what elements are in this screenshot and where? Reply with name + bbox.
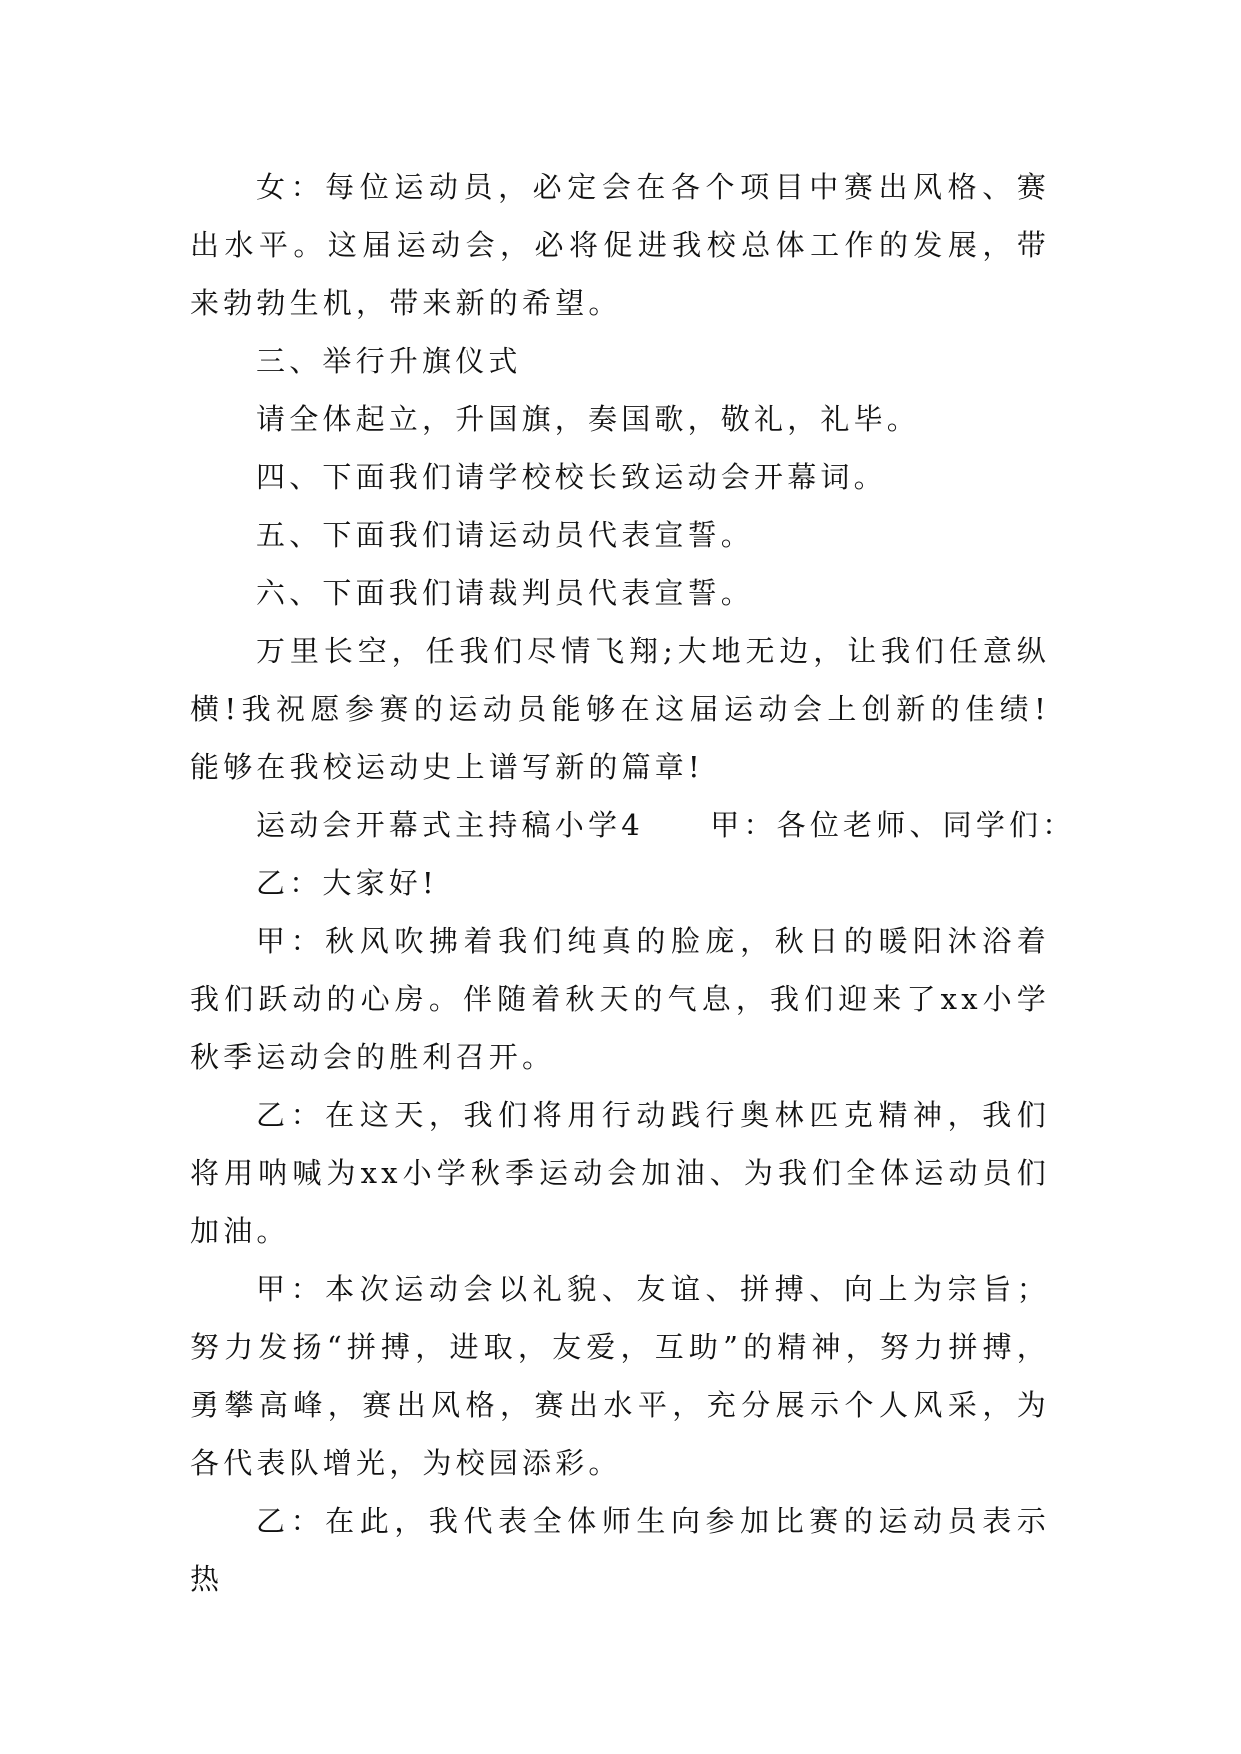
document-title-line: 运动会开幕式主持稿小学4 甲：各位老师、同学们： [256,808,1076,842]
paragraph: 乙：在此，我代表全体师生向参加比赛的运动员表示热 [190,1504,1050,1596]
paragraph: 请全体起立，升国旗，奏国歌，敬礼，礼毕。 [256,402,921,436]
paragraph: 女：每位运动员，必定会在各个项目中赛出风格、赛出水平。这届运动会，必将促进我校总体工作的发展，带来勃勃生机，带来新的希望。 [190,170,1050,320]
paragraph: 乙：在这天，我们将用行动践行奥林匹克精神，我们将用呐喊为xx小学秋季运动会加油、为我们全体运动员们加油。 [190,1098,1050,1248]
paragraph: 乙：大家好! [256,866,438,900]
section-heading: 四、下面我们请学校校长致运动会开幕词。 [256,460,887,494]
paragraph: 甲：本次运动会以礼貌、友谊、拼搏、向上为宗旨；努力发扬“拼搏，进取，友爱，互助”的精神，努力拼搏，勇攀高峰，赛出风格，赛出水平，充分展示个人风采，为各代表队增光，为校园添彩。 [190,1272,1050,1480]
document-body [190,158,1076,1608]
section-heading: 六、下面我们请裁判员代表宣誓。 [256,576,755,610]
section-heading: 五、下面我们请运动员代表宣誓。 [256,518,755,552]
section-heading: 三、举行升旗仪式 [256,344,522,378]
paragraph: 甲：秋风吹拂着我们纯真的脸庞，秋日的暖阳沐浴着我们跃动的心房。伴随着秋天的气息，我们迎来了xx小学秋季运动会的胜利召开。 [190,924,1050,1074]
paragraph: 万里长空，任我们尽情飞翔;大地无边，让我们任意纵横!我祝愿参赛的运动员能够在这届运动会上创新的佳绩!能够在我校运动史上谱写新的篇章! [190,634,1050,784]
